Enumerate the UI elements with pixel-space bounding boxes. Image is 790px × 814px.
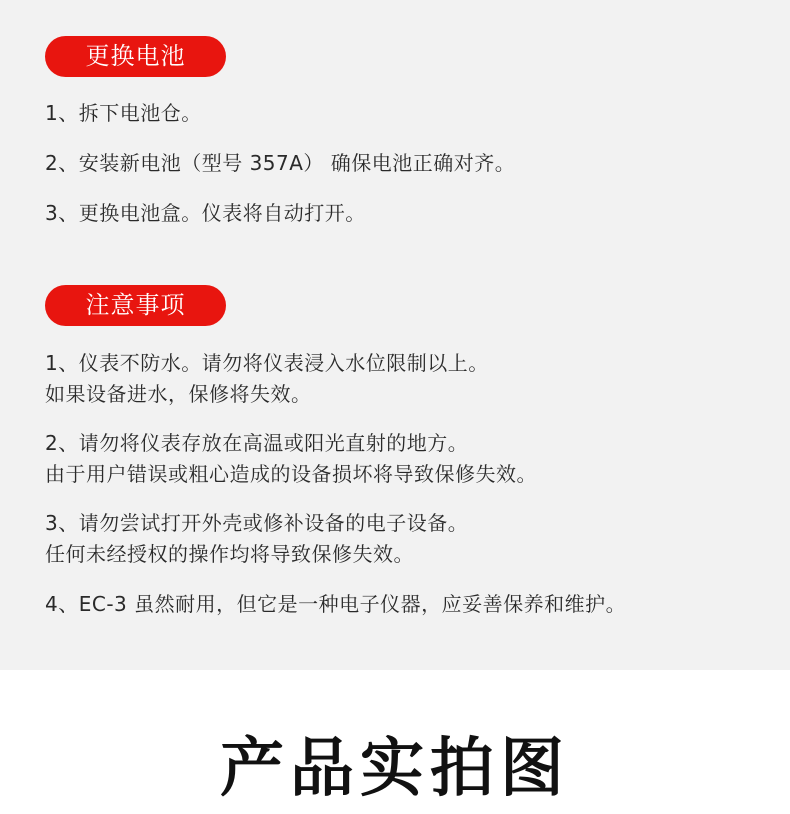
note-1-line-2: 如果设备进水，保修将失效。: [45, 382, 312, 406]
replace-battery-heading: 更换电池: [45, 36, 226, 77]
note-3-line-2: 任何未经授权的操作均将导致保修失效。: [45, 542, 414, 566]
replace-step-1: 1、拆下电池仓。: [45, 101, 202, 125]
replace-step-3: 3、更换电池盒。仪表将自动打开。: [45, 201, 366, 225]
note-2-line-2: 由于用户错误或粗心造成的设备损坏将导致保修失效。: [45, 462, 537, 486]
note-4-line-1: 4、EC-3 虽然耐用，但它是一种电子仪器，应妥善保养和维护。: [45, 592, 627, 616]
product-photos-title: 产品实拍图: [220, 732, 570, 806]
notes-heading: 注意事项: [45, 285, 226, 326]
replace-step-2: 2、安装新电池（型号 357A） 确保电池正确对齐。: [45, 151, 516, 175]
note-2-line-1: 2、请勿将仪表存放在高温或阳光直射的地方。: [45, 431, 469, 455]
note-1-line-1: 1、仪表不防水。请勿将仪表浸入水位限制以上。: [45, 351, 489, 375]
note-3-line-1: 3、请勿尝试打开外壳或修补设备的电子设备。: [45, 511, 469, 535]
